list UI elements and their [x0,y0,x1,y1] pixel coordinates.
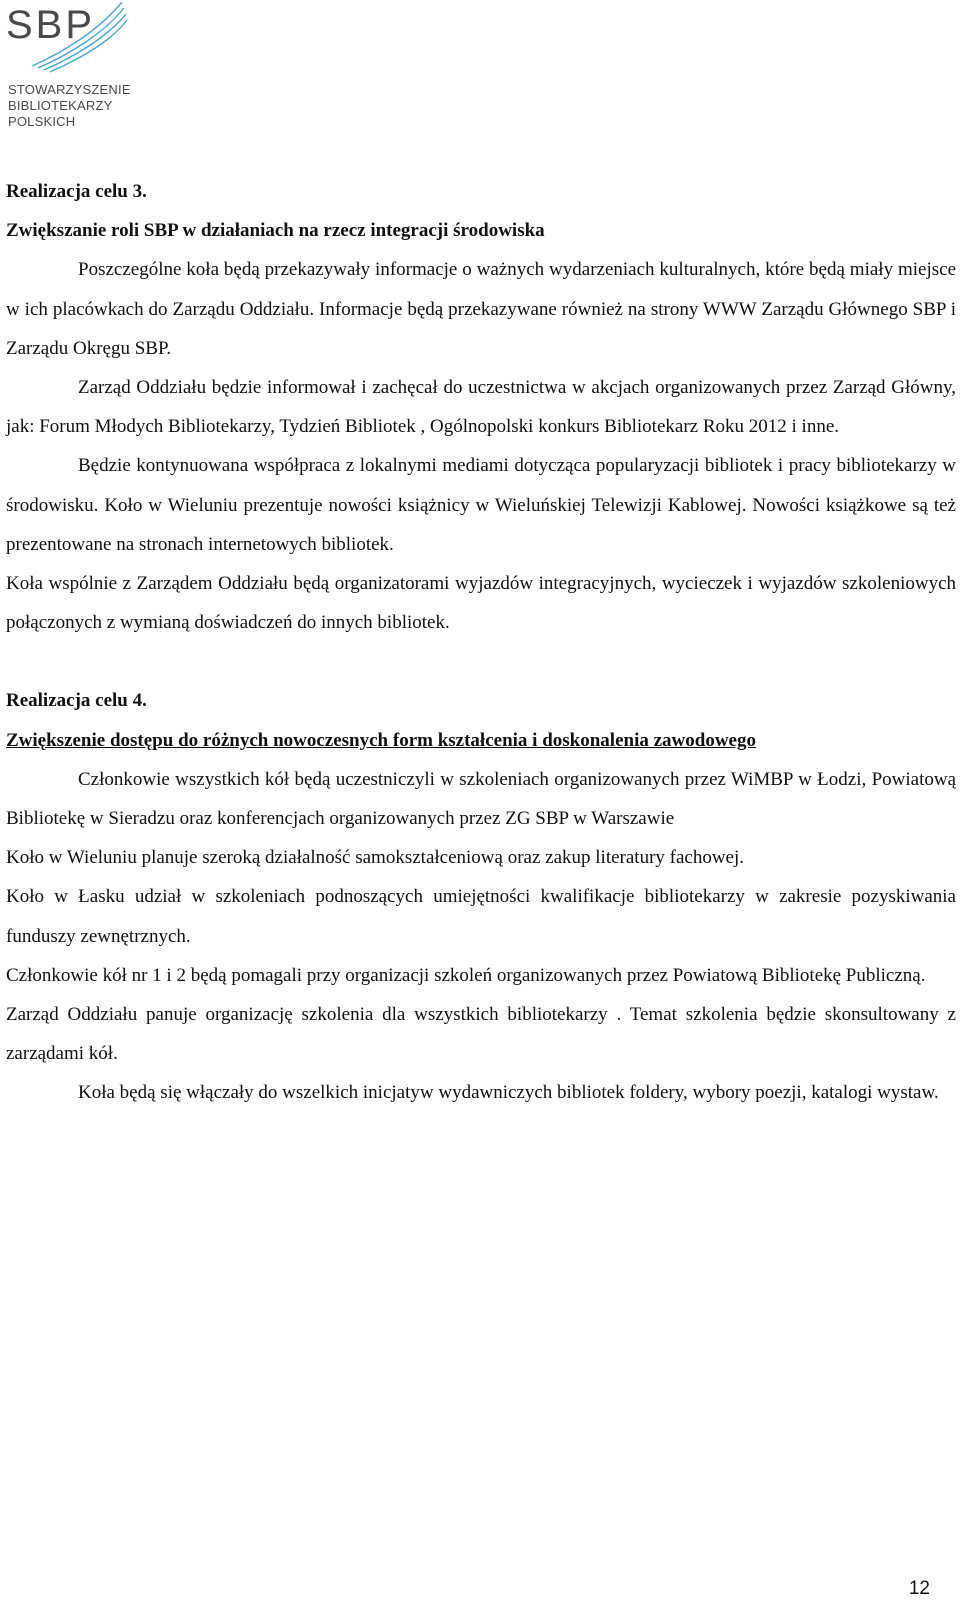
section-4-paragraph-3: Koło w Łasku udział w szkoleniach podnoszących umiejętności kwalifikacje bibliotekarzy w zakresie pozyskiwania funduszy zewnętrznych. [6,886,956,947]
svg-text:SBP: SBP [6,3,96,47]
section-3-paragraph-1: Poszczególne koła będą przekazywały informacje o ważnych wydarzeniach kulturalnych, które będą miały miejsce w ich placówkach do Zarządu Oddziału. Informacje będą przekazywane również na strony WWW Zarządu Głównego SBP i Zarządu Okręgu SBP. [6,259,956,359]
section-4-heading: Realizacja celu 4. [6,690,147,712]
section-4-paragraph-2: Koło w Wieluniu planuje szeroką działalność samokształceniową oraz zakup literatury fachowej. [6,847,745,869]
sbp-logo-mark [4,0,154,80]
page-number: 12 [908,1578,930,1599]
section-spacer [6,642,956,681]
section-4-subheading: Zwiększenie dostępu do różnych nowoczesnych form kształcenia i doskonalenia zawodowego [6,729,756,751]
section-3-paragraph-4: Koła wspólnie z Zarządem Oddziału będą organizatorami wyjazdów integracyjnych, wycieczek i wyjazdów szkoleniowych połączonych z wymianą doświadczeń do innych bibliotek. [6,573,956,634]
logo-wordmark [8,82,131,130]
document-body [6,172,956,1113]
section-4-paragraph-1: Członkowie wszystkich kół będą uczestniczyli w szkoleniach organizowanych przez WiMBP w Łodzi, Powiatową Bibliotekę w Sieradzu oraz konferencjach organizowanych przez ZG SBP w Warszawie [6,768,956,830]
logo-line-1: STOWARZYSZENIE [8,82,131,97]
section-3-paragraph-3: Będzie kontynuowana współpraca z lokalnymi mediami dotycząca popularyzacji bibliotek i pracy bibliotekarzy w środowisku. Koło w Wieluniu prezentuje nowości książnicy w Wieluńskiej Telewizji Kablowej. Nowości książkowe są też prezentowane na stronach internetowych bibliotek. [6,455,956,555]
section-3-subheading: Zwiększanie roli SBP w działaniach na rzecz integracji środowiska [6,220,545,242]
section-4-paragraph-5: Zarząd Oddziału panuje organizację szkolenia dla wszystkich bibliotekarzy . Temat szkolenia będzie skonsultowany z zarządami kół. [6,1004,956,1065]
section-3-paragraph-2: Zarząd Oddziału będzie informował i zachęcał do uczestnictwa w akcjach organizowanych przez Zarząd Główny, jak: Forum Młodych Bibliotekarzy, Tydzień Bibliotek , Ogólnopolski konkurs Bibliotekarz Roku 2012 i inne. [6,377,956,438]
logo-line-2: BIBLIOTEKARZY [8,98,113,113]
section-4-paragraph-4: Członkowie kół nr 1 i 2 będą pomagali przy organizacji szkoleń organizowanych przez Powiatową Bibliotekę Publiczną. [6,964,926,986]
logo-line-3: POLSKICH [8,114,76,129]
section-3-heading: Realizacja celu 3. [6,181,147,202]
sbp-logo [4,0,154,140]
section-4-paragraph-6: Koła będą się włączały do wszelkich inicjatyw wydawniczych bibliotek foldery, wybory poezji, katalogi wystaw. [78,1082,939,1104]
